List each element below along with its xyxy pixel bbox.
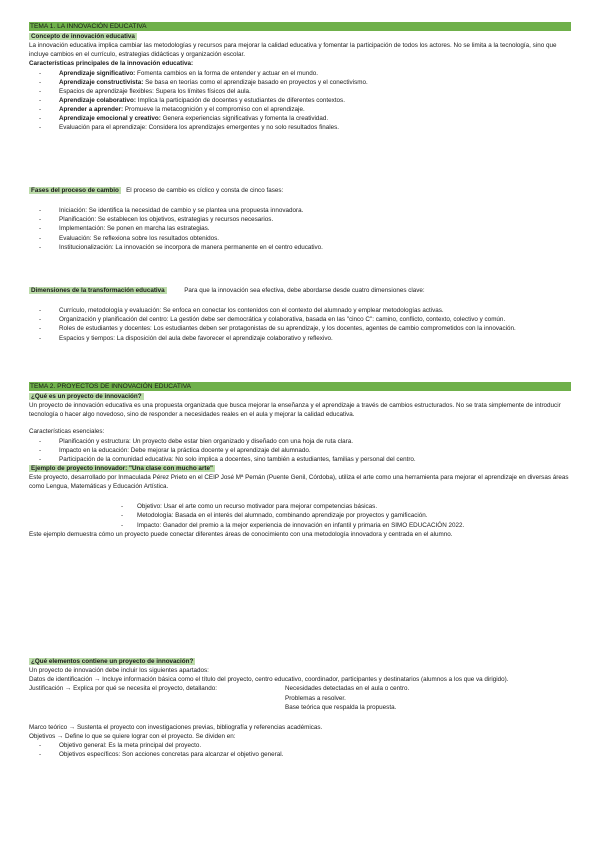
list-item: - Impacto en la educación: Debe mejorar la práctica docente y el aprendizaje del alumnado.	[29, 446, 574, 455]
list-item: - Aprender a aprender: Promueve la metacognición y el compromiso con el aprendizaje.	[29, 105, 574, 114]
tema2-que-section	[29, 392, 574, 539]
esen-list	[29, 437, 574, 464]
ejemplo-list	[29, 502, 574, 529]
marco-paragraph: Marco teórico → Sustenta el proyecto con investigaciones previas, bibliografía y referencias académicas.	[29, 723, 323, 731]
list-item: - Aprendizaje significativo: Fomenta cambios en la forma de entender y actuar en el mundo.	[29, 69, 574, 78]
list-item: - Roles de estudiantes y docentes: Los estudiantes deben ser protagonistas de su aprendizaje, y los docentes, agentes de cambio comprometidos con la innovación.	[29, 324, 529, 333]
esen-heading: Características esenciales:	[29, 428, 105, 436]
list-item: Base teórica que respalda la propuesta.	[285, 703, 397, 711]
list-item: - Objetivos específicos: Son acciones concretas para alcanzar el objetivo general.	[29, 750, 574, 759]
elementos-section	[29, 657, 574, 759]
concepto-paragraph: La innovación educativa implica cambiar las metodologías y recursos para mejorar la calidad educativa y fomentar la participación de todos los actores. No se limita a la tecnología, sino que incluye cambios en el currículo, estrategias didácticas y organización escolar.	[29, 42, 557, 59]
list-item: Problemas a resolver.	[285, 694, 346, 702]
list-item: - Participación de la comunidad educativa: No solo implica a docentes, sino también a estudiantes, familias y personal del centro.	[29, 455, 574, 464]
list-item: - Organización y planificación del centro: La gestión debe ser democrática y colaborativa, basada en las "cinco C": camino, conflicto, contexto, colectivo y común.	[29, 315, 529, 324]
justificacion-row	[29, 684, 574, 711]
objetivos-paragraph: Objetivos → Define lo que se quiere lograr con el proyecto. Se dividen en:	[29, 732, 236, 740]
concepto-heading: Concepto de innovación educativa	[31, 33, 135, 40]
objetivos-list	[29, 741, 574, 759]
elem-heading: ¿Qué elementos contiene un proyecto de innovación?	[31, 658, 194, 665]
list-item: - Evaluación para el aprendizaje: Considera los aprendizajes emergentes y no solo resultados finales.	[29, 123, 574, 132]
dimensiones-section	[29, 286, 574, 343]
datos-paragraph: Datos de identificación → Incluye información básica como el título del proyecto, centro educativo, coordinador, participantes y destinatarios (alumnos a los que va dirigido).	[29, 676, 509, 684]
caract-heading: Características principales de la innovación educativa:	[29, 60, 194, 68]
caract-list	[29, 69, 574, 133]
list-item: - Planificación: Se establecen los objetivos, estrategias y recursos necesarios.	[29, 215, 574, 224]
fases-intro: El proceso de cambio es cíclico y consta de cinco fases:	[126, 187, 284, 194]
justificacion-label: Justificación → Explica por qué se necesita el proyecto, detallando:	[29, 685, 217, 693]
dim-intro: Para que la innovación sea efectiva, debe abordarse desde cuatro dimensiones clave:	[184, 287, 425, 294]
list-item: - Espacios y tiempos: La disposición del aula debe favorecer el aprendizaje colaborativo y reflexivo.	[29, 334, 529, 343]
list-item: - Metodología: Basada en el interés del alumnado, combinando aprendizaje por proyectos y gamificación.	[29, 511, 574, 520]
tema1-concepto-section	[29, 32, 574, 132]
justificacion-items	[285, 684, 409, 711]
list-item: Necesidades detectadas en el aula o centro.	[285, 685, 410, 693]
ejemplo-paragraph: Este proyecto, desarrollado por Inmaculada Pérez Prieto en el CEIP José Mª Pemán (Puente Genil, Córdoba), utiliza el arte como una herramienta para mejorar el aprendizaje en diversas áreas como Lengua, Matemáticas y Educación Artística.	[29, 474, 569, 491]
fases-list	[29, 206, 574, 252]
list-item: - Iniciación: Se identifica la necesidad de cambio y se plantea una propuesta innovadora.	[29, 206, 574, 215]
que-paragraph: Un proyecto de innovación educativa es una propuesta organizada que busca mejorar la enseñanza y el aprendizaje a través de cambios estructurados. No se trata simplemente de introducir tecnología o hacer algo novedoso, sino de responder a necesidades reales en el aula y mejorar la calidad educativa.	[29, 402, 561, 419]
list-item: - Impacto: Ganador del premio a la mejor experiencia de innovación en infantil y primaria en SIMO EDUCACIÓN 2022.	[29, 521, 574, 530]
dim-list	[29, 306, 529, 343]
list-item: - Planificación y estructura: Un proyecto debe estar bien organizado y diseñado con una hoja de ruta clara.	[29, 437, 574, 446]
list-item: - Institucionalización: La innovación se incorpora de manera permanente en el centro educativo.	[29, 243, 574, 252]
ejemplo-closing: Este ejemplo demuestra cómo un proyecto puede conectar diferentes áreas de conocimiento con una metodología innovadora y centrada en el alumno.	[29, 530, 453, 538]
list-item: - Currículo, metodología y evaluación: Se enfoca en conectar los contenidos con el contexto del alumnado y emplear metodologías activas.	[29, 306, 529, 315]
fases-section	[29, 186, 574, 252]
tema2-title: TEMA 2. PROYECTOS DE INNOVACIÓN EDUCATIVA	[29, 382, 571, 391]
list-item: - Aprendizaje emocional y creativo: Genera experiencias significativas y fomenta la creatividad.	[29, 114, 574, 123]
dim-heading: Dimensiones de la transformación educativa	[31, 287, 165, 294]
fases-heading: Fases del proceso de cambio	[31, 187, 119, 194]
list-item: - Aprendizaje colaborativo: Implica la participación de docentes y estudiantes de diferentes contextos.	[29, 96, 574, 105]
ejemplo-heading: Ejemplo de proyecto innovador: "Una clase con mucho arte"	[31, 464, 213, 472]
que-heading: ¿Qué es un proyecto de innovación?	[31, 393, 142, 400]
list-item: - Implementación: Se ponen en marcha las estrategias.	[29, 224, 574, 233]
tema1-title: TEMA 1. LA INNOVACIÓN EDUCATIVA	[29, 22, 571, 31]
list-item: - Aprendizaje constructivista: Se basa en teorías como el aprendizaje basado en proyectos y el conectivismo.	[29, 78, 574, 87]
list-item: - Espacios de aprendizaje flexibles: Supera los límites físicos del aula.	[29, 87, 574, 96]
elem-paragraph: Un proyecto de innovación debe incluir los siguientes apartados:	[29, 667, 209, 675]
list-item: - Evaluación: Se reflexiona sobre los resultados obtenidos.	[29, 234, 574, 243]
list-item: - Objetivo general: Es la meta principal del proyecto.	[29, 741, 574, 750]
list-item: - Objetivo: Usar el arte como un recurso motivador para mejorar competencias básicas.	[29, 502, 574, 511]
